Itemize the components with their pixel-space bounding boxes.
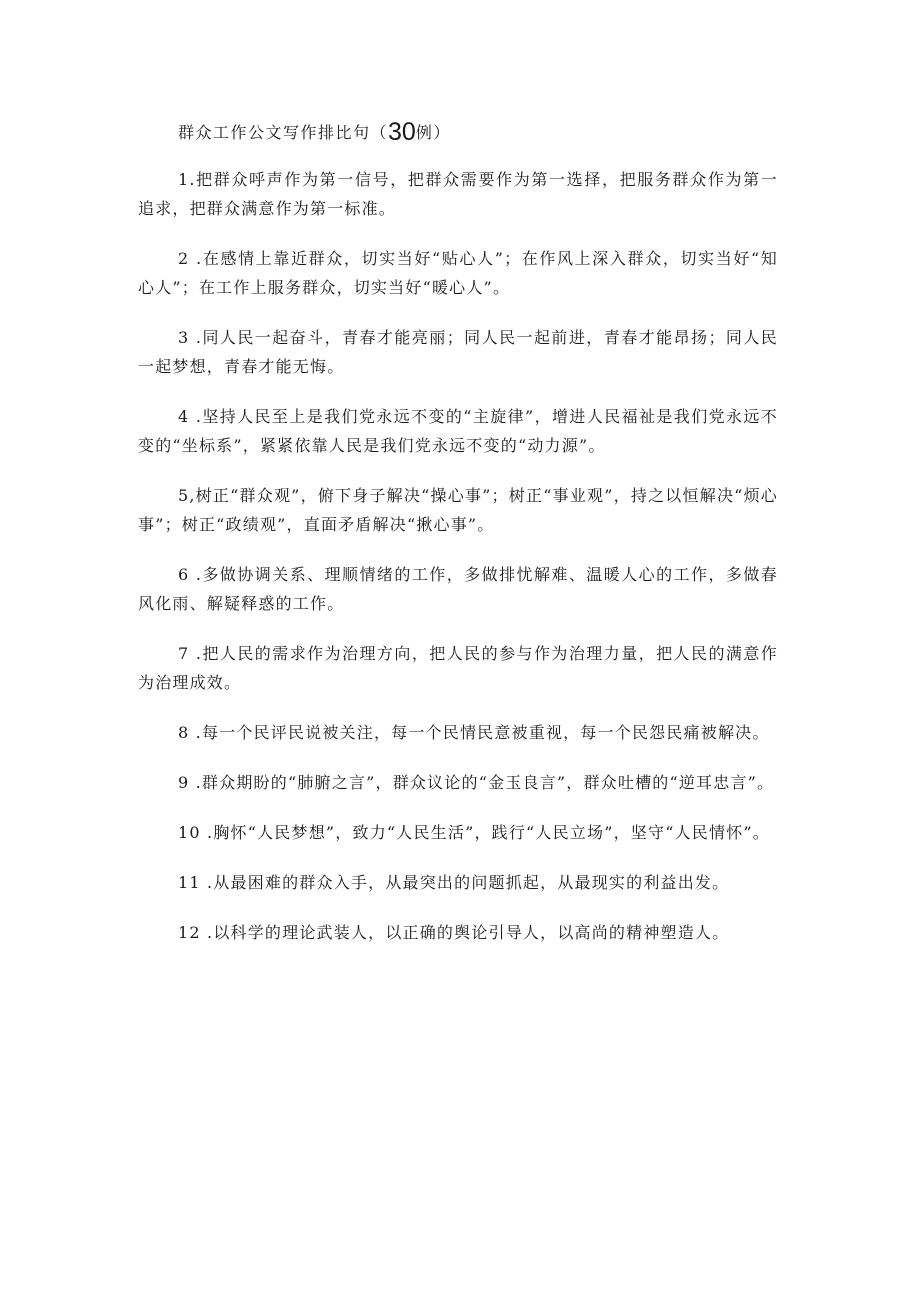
list-item: 7 .把人民的需求作为治理方向，把人民的参与作为治理力量，把人民的满意作为治理成效。 [138, 644, 778, 692]
list-item: 5,树正“群众观”，俯下身子解决“操心事”；树正“事业观”，持之以恒解决“烦心事”；树正“政绩观”，直面矛盾解决“揪心事”。 [138, 486, 778, 534]
document-title [178, 116, 451, 149]
list-item: 11 .从最困难的群众入手，从最突出的问题抓起，从最现实的利益出发。 [178, 873, 730, 892]
list-item: 1.把群众呼声作为第一信号，把群众需要作为第一选择，把服务群众作为第一追求，把群众满意作为第一标准。 [138, 170, 778, 218]
list-item: 9 .群众期盼的“肺腑之言”，群众议论的“金玉良言”，群众吐槽的“逆耳忠言”。 [178, 773, 775, 792]
sentence-list [138, 165, 778, 968]
title-suffix: 例） [415, 123, 451, 142]
title-text: 群众工作公文写作排比句 [178, 123, 371, 142]
list-item: 2 .在感情上靠近群众，切实当好“贴心人”；在作风上深入群众，切实当好“知心人”；在工作上服务群众，切实当好“暖心人”。 [138, 249, 778, 297]
list-item: 3 .同人民一起奋斗，青春才能亮丽；同人民一起前进，青春才能昂扬；同人民一起梦想，青春才能无悔。 [138, 328, 778, 376]
list-item: 4 .坚持人民至上是我们党永远不变的“主旋律”，增进人民福祉是我们党永远不变的“坐标系”，紧紧依靠人民是我们党永远不变的“动力源”。 [138, 407, 778, 455]
list-item: 6 .多做协调关系、理顺情绪的工作，多做排忧解难、温暖人心的工作，多做春风化雨、解疑释惑的工作。 [138, 565, 778, 613]
list-item: 10 .胸怀“人民梦想”，致力“人民生活”，践行“人民立场”，坚守“人民情怀”。 [178, 823, 770, 842]
list-item: 12 .以科学的理论武装人，以正确的舆论引导人，以高尚的精神塑造人。 [178, 923, 730, 942]
list-item: 8 .每一个民评民说被关注，每一个民情民意被重视，每一个民怨民痛被解决。 [178, 723, 770, 742]
title-number: 30 [388, 118, 416, 146]
title-open-paren: （ [370, 123, 389, 142]
